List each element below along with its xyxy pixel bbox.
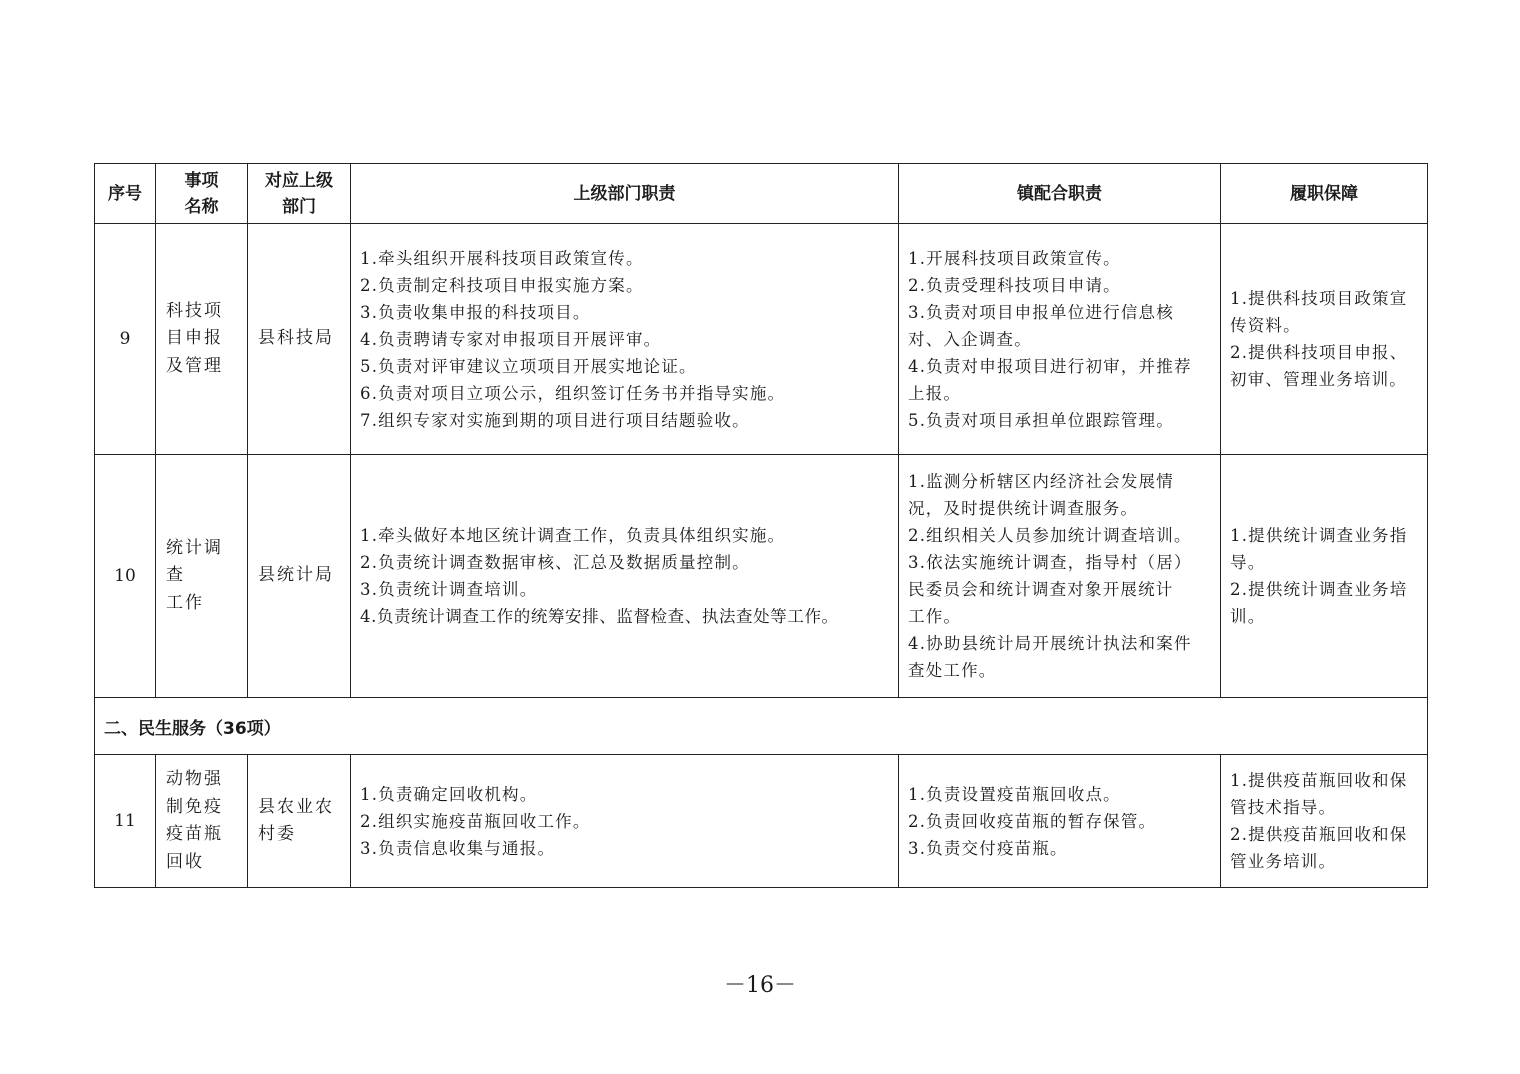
header-guarantee: 履职保障: [1221, 164, 1428, 224]
upper-duties: 1.牵头组织开展科技项目政策宣传。 2.负责制定科技项目申报实施方案。 3.负责收集申报的科技项目。 4.负责聘请专家对申报项目开展评审。 5.负责对评审建议立项项目开展实地论证。 6.负责对项目立项公示，组织签订任务书并指导实施。 7.组织专家对实施到期的项目进行项目结题验收。: [351, 224, 899, 455]
item-name: 统计调 查 工作: [156, 455, 248, 698]
table-row: [95, 224, 1428, 455]
section-row: [95, 698, 1428, 755]
duties-table: [94, 163, 1428, 888]
upper-duties: 1.负责确定回收机构。 2.组织实施疫苗瓶回收工作。 3.负责信息收集与通报。: [351, 755, 899, 888]
item-name: 动物强 制免疫 疫苗瓶 回收: [156, 755, 248, 888]
header-upper-duties: 上级部门职责: [351, 164, 899, 224]
town-duties: 1.监测分析辖区内经济社会发展情 况，及时提供统计调查服务。 2.组织相关人员参加统计调查培训。 3.依法实施统计调查，指导村（居） 民委员会和统计调查对象开展统计 工作。 4.协助县统计局开展统计执法和案件 查处工作。: [899, 455, 1221, 698]
guarantee: 1.提供统计调查业务指 导。 2.提供统计调查业务培 训。: [1221, 455, 1428, 698]
page-number: －16－: [724, 973, 796, 998]
header-upper-dept: 对应上级 部门: [248, 164, 351, 224]
upper-duties: 1.牵头做好本地区统计调查工作，负责具体组织实施。 2.负责统计调查数据审核、汇总及数据质量控制。 3.负责统计调查培训。 4.负责统计调查工作的统筹安排、监督检查、执法查处等工作。: [351, 455, 899, 698]
header-item-name: 事项 名称: [156, 164, 248, 224]
guarantee: 1.提供疫苗瓶回收和保 管技术指导。 2.提供疫苗瓶回收和保 管业务培训。: [1221, 755, 1428, 888]
town-duties: 1.开展科技项目政策宣传。 2.负责受理科技项目申请。 3.负责对项目申报单位进行信息核 对、入企调查。 4.负责对申报项目进行初审，并推荐 上报。 5.负责对项目承担单位跟踪管理。: [899, 224, 1221, 455]
header-num: 序号: [95, 164, 156, 224]
guarantee: 1.提供科技项目政策宣 传资料。 2.提供科技项目申报、 初审、管理业务培训。: [1221, 224, 1428, 455]
upper-dept: 县科技局: [248, 224, 351, 455]
row-num: 10: [95, 455, 156, 698]
table-header-row: [95, 164, 1428, 224]
section-title: 二、民生服务（36项）: [95, 698, 1428, 755]
row-num: 11: [95, 755, 156, 888]
town-duties: 1.负责设置疫苗瓶回收点。 2.负责回收疫苗瓶的暂存保管。 3.负责交付疫苗瓶。: [899, 755, 1221, 888]
header-town-duties: 镇配合职责: [899, 164, 1221, 224]
row-num: 9: [95, 224, 156, 455]
table-row: [95, 455, 1428, 698]
item-name: 科技项 目申报 及管理: [156, 224, 248, 455]
upper-dept: 县农业农 村委: [248, 755, 351, 888]
upper-dept: 县统计局: [248, 455, 351, 698]
table-row: [95, 755, 1428, 888]
